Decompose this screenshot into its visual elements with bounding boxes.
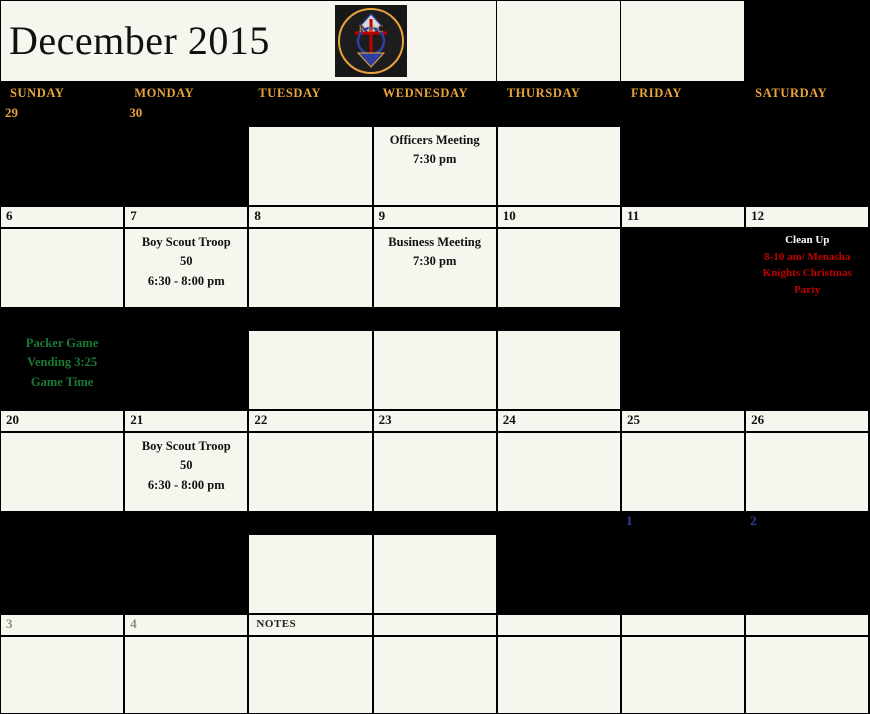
day-number-cell[interactable]	[621, 308, 745, 330]
day-number: 11	[626, 208, 640, 223]
dow-wednesday: WEDNESDAY	[382, 85, 469, 100]
day-number-cell[interactable]	[124, 104, 248, 126]
knights-of-columbus-emblem-icon	[335, 5, 407, 77]
title-blank-cell-1	[497, 0, 621, 82]
day-number-cell[interactable]	[621, 512, 745, 534]
week-content-row	[0, 126, 870, 206]
event-line: 6:30 - 8:00 pm	[147, 273, 225, 288]
day-number-cell[interactable]	[621, 104, 745, 126]
day-number: 21	[130, 412, 144, 427]
day-cell[interactable]	[373, 228, 497, 308]
day-number: 10	[502, 208, 516, 223]
day-cell[interactable]	[497, 228, 621, 308]
event-line: Game Time	[30, 374, 94, 389]
day-cell[interactable]	[621, 228, 745, 308]
title-blank-cell-3	[745, 0, 870, 82]
notes-label: NOTES	[256, 618, 297, 630]
day-cell[interactable]	[497, 126, 621, 206]
day-number-cell[interactable]	[124, 410, 248, 432]
day-number: 6	[6, 208, 13, 223]
day-cell[interactable]	[745, 432, 869, 512]
day-number-cell[interactable]	[745, 614, 869, 636]
day-cell[interactable]	[745, 636, 869, 714]
day-events	[745, 232, 869, 298]
day-cell[interactable]	[124, 228, 248, 308]
week-number-row	[0, 512, 870, 534]
event-line: 50	[180, 254, 193, 269]
dow-saturday: SATURDAY	[755, 85, 828, 100]
day-number-cell[interactable]	[0, 410, 124, 432]
day-number-cell[interactable]	[373, 410, 497, 432]
day-number-cell[interactable]	[373, 614, 497, 636]
day-events	[125, 437, 247, 495]
day-number-cell[interactable]	[248, 206, 372, 228]
day-events	[125, 233, 247, 291]
day-cell[interactable]	[124, 534, 248, 614]
dow-tuesday: TUESDAY	[258, 85, 322, 100]
day-events	[374, 131, 496, 170]
day-number-cell[interactable]	[0, 512, 124, 534]
day-cell[interactable]	[621, 330, 745, 410]
day-number-cell[interactable]	[745, 410, 869, 432]
day-events	[374, 233, 496, 272]
day-cell[interactable]	[248, 534, 372, 614]
day-cell[interactable]	[124, 432, 248, 512]
day-cell[interactable]	[497, 432, 621, 512]
day-cell[interactable]	[248, 636, 372, 714]
day-number-cell[interactable]	[0, 308, 124, 330]
day-number: 22	[254, 412, 268, 427]
day-cell[interactable]	[0, 636, 124, 714]
event-line: 7:30 pm	[412, 152, 457, 167]
day-number-cell[interactable]	[373, 512, 497, 534]
event-line: Knights Christmas	[762, 267, 852, 279]
event-line: Packer Game	[25, 336, 99, 350]
event-line: Clean Up	[785, 234, 830, 246]
day-cell[interactable]	[248, 330, 372, 410]
day-number: 3	[6, 616, 13, 631]
day-number: 12	[751, 208, 765, 223]
day-cell[interactable]	[745, 330, 869, 410]
day-cell[interactable]	[497, 330, 621, 410]
day-cell[interactable]	[0, 126, 124, 206]
svg-text:K of C: K of C	[358, 24, 384, 34]
event-line: Officers Meeting	[389, 133, 480, 147]
day-number: 25	[626, 412, 640, 427]
day-number: 2	[750, 513, 757, 528]
event-line: 50	[180, 458, 193, 473]
week-content-row	[0, 534, 870, 614]
day-number-cell[interactable]	[124, 308, 248, 330]
day-number-cell[interactable]	[497, 104, 621, 126]
day-cell[interactable]	[497, 636, 621, 714]
day-cell[interactable]	[0, 228, 124, 308]
day-cell[interactable]	[621, 636, 745, 714]
week-content-row	[0, 330, 870, 410]
day-number-cell[interactable]	[248, 410, 372, 432]
dow-monday: MONDAY	[134, 85, 195, 100]
day-number-cell[interactable]	[373, 308, 497, 330]
day-cell[interactable]	[124, 636, 248, 714]
day-cell[interactable]	[621, 432, 745, 512]
day-cell[interactable]	[621, 126, 745, 206]
day-number-cell[interactable]	[497, 512, 621, 534]
event-line: 6:30 - 8:00 pm	[147, 477, 225, 492]
day-number: 7	[130, 208, 137, 223]
day-number-cell[interactable]	[745, 206, 869, 228]
event-line: Vending 3:25	[27, 355, 98, 370]
day-cell[interactable]	[248, 432, 372, 512]
day-number-cell[interactable]	[248, 308, 372, 330]
day-number: 24	[502, 412, 516, 427]
event-line: Party	[794, 283, 821, 296]
day-cell[interactable]	[0, 330, 124, 410]
day-number: 1	[625, 513, 633, 528]
day-cell[interactable]	[124, 126, 248, 206]
day-number-cell[interactable]	[248, 512, 372, 534]
day-number-cell[interactable]	[621, 410, 745, 432]
day-number-cell[interactable]	[745, 512, 869, 534]
day-number-cell[interactable]	[497, 614, 621, 636]
day-number-cell[interactable]	[248, 614, 372, 636]
day-number-cell[interactable]	[124, 614, 248, 636]
week-content-row	[0, 228, 870, 308]
day-number-cell[interactable]	[621, 206, 745, 228]
week-number-row	[0, 206, 870, 228]
day-number-cell[interactable]	[0, 614, 124, 636]
week-number-row	[0, 104, 870, 126]
weeks-container	[0, 104, 870, 714]
day-number-cell[interactable]	[497, 308, 621, 330]
day-number-cell[interactable]	[124, 512, 248, 534]
day-number-cell[interactable]	[373, 206, 497, 228]
event-line: 8-10 am/ Menasha	[764, 250, 851, 263]
title-row	[0, 0, 870, 82]
day-cell[interactable]	[373, 534, 497, 614]
day-of-week-header	[0, 82, 870, 104]
day-number: 8	[254, 208, 261, 223]
day-number-cell[interactable]	[124, 206, 248, 228]
day-cell[interactable]	[497, 534, 621, 614]
dow-thursday: THURSDAY	[506, 85, 581, 100]
day-cell[interactable]	[0, 534, 124, 614]
day-number-cell[interactable]	[745, 308, 869, 330]
page-title: December 2015	[9, 18, 270, 63]
day-number-cell[interactable]	[248, 104, 372, 126]
day-number: 26	[751, 412, 765, 427]
day-number-cell[interactable]	[497, 410, 621, 432]
day-number-cell[interactable]	[621, 614, 745, 636]
event-line: Business Meeting	[388, 235, 482, 249]
day-cell[interactable]	[373, 432, 497, 512]
dow-sunday: SUNDAY	[10, 85, 65, 100]
day-number-cell[interactable]	[0, 104, 124, 126]
day-number: 20	[6, 412, 19, 427]
week-number-row	[0, 308, 870, 330]
day-cell[interactable]	[373, 636, 497, 714]
day-cell[interactable]	[621, 534, 745, 614]
day-cell[interactable]	[248, 228, 372, 308]
day-number: 29	[5, 105, 18, 120]
day-cell[interactable]	[0, 432, 124, 512]
day-cell[interactable]	[373, 330, 497, 410]
dow-friday: FRIDAY	[630, 85, 682, 100]
day-number-cell[interactable]	[0, 206, 124, 228]
day-cell[interactable]	[745, 126, 869, 206]
day-number: 9	[378, 208, 386, 223]
title-blank-cell-2	[621, 0, 745, 82]
day-number-cell[interactable]	[745, 104, 869, 126]
day-cell[interactable]	[745, 228, 869, 308]
day-cell[interactable]	[124, 330, 248, 410]
event-line: Boy Scout Troop	[141, 235, 231, 249]
week-number-row	[0, 614, 870, 636]
event-line: Boy Scout Troop	[141, 439, 231, 453]
day-number-cell[interactable]	[497, 206, 621, 228]
day-cell[interactable]	[248, 126, 372, 206]
day-number: 23	[378, 412, 392, 427]
title-cell	[0, 0, 497, 82]
week-content-row	[0, 636, 870, 714]
day-events	[0, 334, 124, 392]
day-number: 4	[130, 616, 137, 631]
day-number: 30	[129, 105, 143, 120]
week-number-row	[0, 410, 870, 432]
day-cell[interactable]	[745, 534, 869, 614]
week-content-row	[0, 432, 870, 512]
event-line: 7:30 pm	[412, 254, 457, 269]
day-cell[interactable]	[373, 126, 497, 206]
day-number-cell[interactable]	[373, 104, 497, 126]
